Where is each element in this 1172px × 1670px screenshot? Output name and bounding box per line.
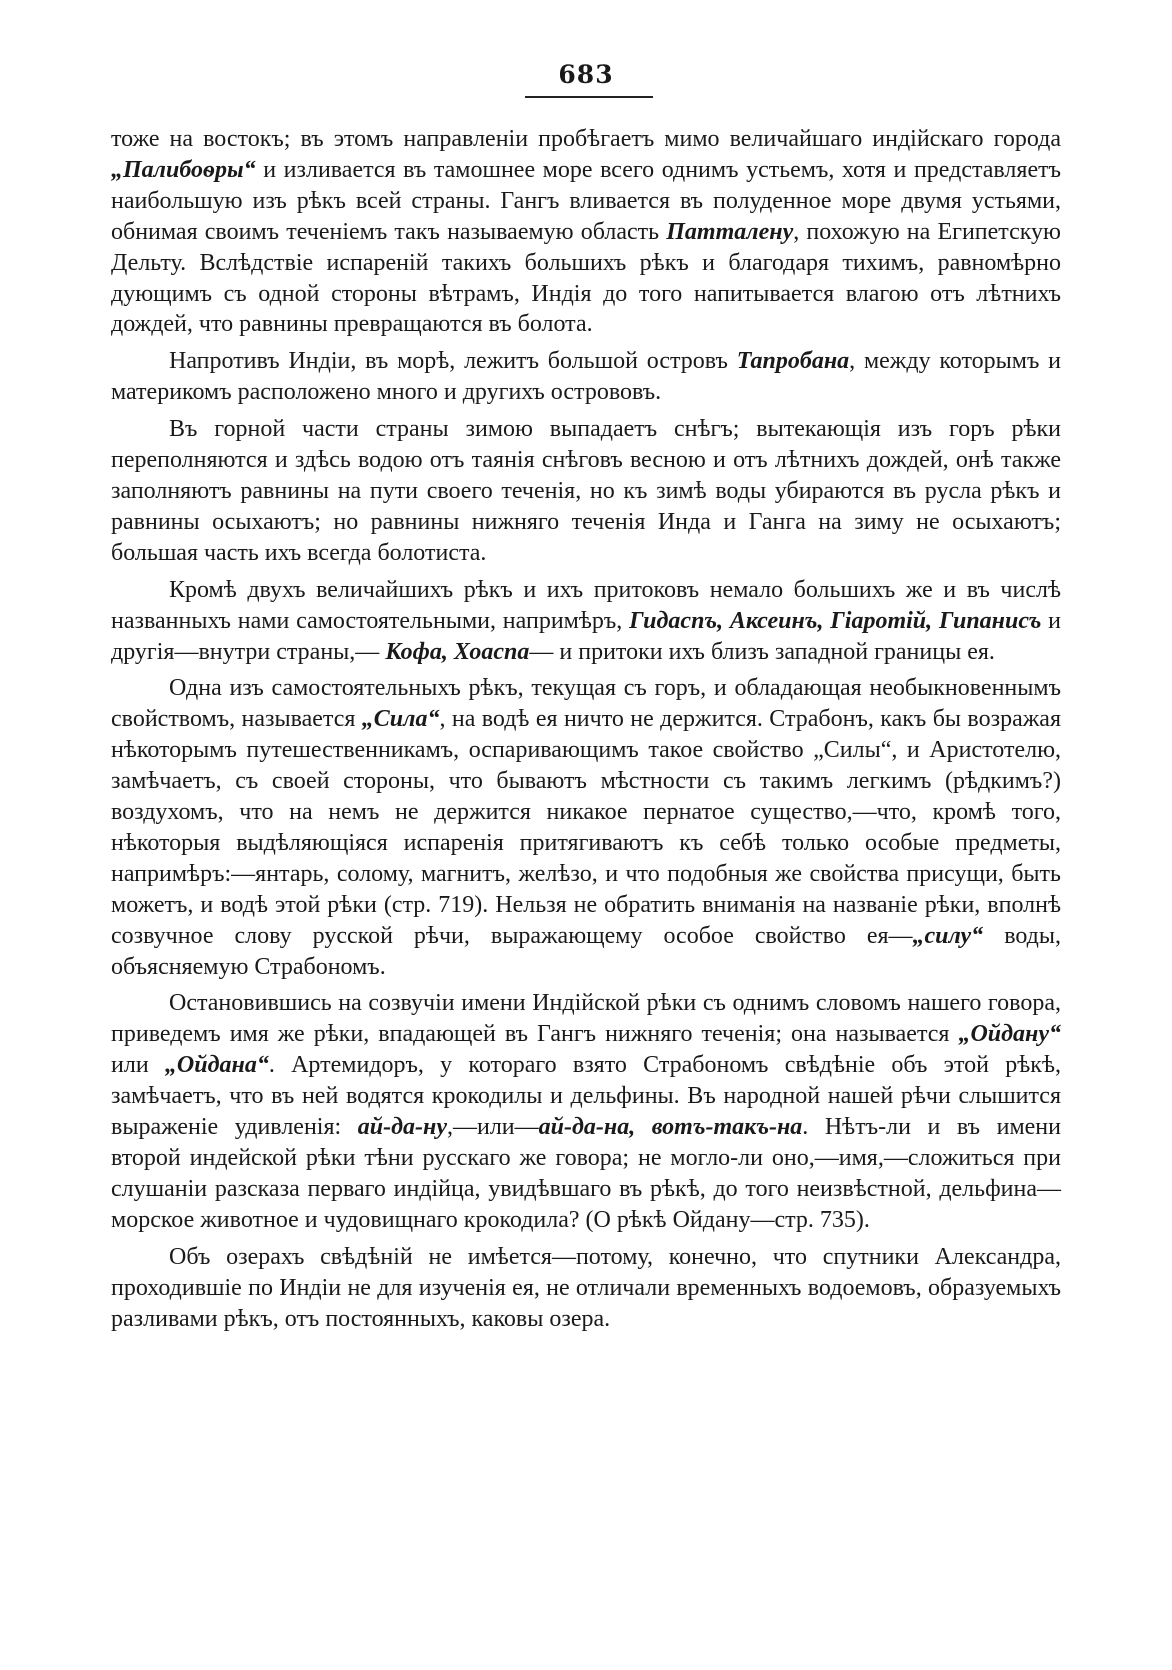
- paragraph: [111, 1242, 1061, 1335]
- quoted-term: „Палибоѳры“: [111, 156, 256, 183]
- paragraph: [111, 673, 1061, 982]
- text-run: Объ озерахъ свѣдѣній не имѣется—потому, конечно, что спутники Александра, проходившіе по Индіи не для изученія ея, не отличали временныхъ водоемовъ, образуемыхъ разливами рѣкъ, отъ постоянныхъ, каковы озера.: [111, 1243, 1061, 1332]
- text-run: тоже на востокъ; въ этомъ направленіи пробѣгаетъ мимо величайшаго индійскаго города: [111, 126, 1061, 152]
- text-run: Напротивъ Индіи, въ морѣ, лежитъ большой островъ: [169, 348, 737, 375]
- page-body: [111, 124, 1061, 1334]
- paragraph: [111, 346, 1061, 408]
- text-run: . Артемидоръ, у котораго взято Страбономъ свѣдѣніе объ этой рѣкѣ, замѣчаетъ, что въ ней водятся крокодилы и дельфины. Въ народной нашей рѣчи слышится выраженіе удивленія:: [111, 1052, 1061, 1141]
- header-rule: [525, 96, 653, 98]
- text-run: , на водѣ ея ничто не держится. Страбонъ, какъ бы возражая нѣкоторымъ путешественникамъ, оспаривающимъ такое свойство „Силы“, и Аристотелю, замѣчаетъ, съ своей стороны, что бываютъ мѣстности съ такимъ легкимъ (рѣдкимъ?) воздухомъ, что на немъ не держится никакое пернатое существо,—что, кромѣ того, нѣкоторыя выдѣляющіяся испаренія притягиваютъ къ себѣ только особые предметы, напримѣръ:—янтарь, солому, магнитъ, желѣзо, и что подобныя же свойства присущи, быть можетъ, и водѣ этой рѣки (стр. 719). Нельзя не обратить вниманія на названіе рѣки, вполнѣ созвучное слову русской рѣчи, выражающему особое свойство ея—: [111, 706, 1061, 949]
- emphasized-term: Тапробана: [736, 348, 850, 375]
- paragraph: [111, 575, 1061, 668]
- quoted-term: „Ойдану“: [958, 1021, 1061, 1048]
- emphasized-term: ай-да-на, вотъ-такъ-на: [538, 1114, 803, 1141]
- text-run: Остановившись на созвучіи имени Индійской рѣки съ однимъ словомъ нашего говора, приведемъ имя же рѣки, впадающей въ Гангъ нижняго теченія; она называется: [111, 990, 1061, 1048]
- text-run: и изливается въ тамошнее море всего однимъ устьемъ, хотя и представляетъ наибольшую изъ рѣкъ всей страны. Гангъ вливается въ полуденное море двумя устьями, обнимая своимъ теченіемъ такъ называемую область: [111, 156, 1061, 245]
- emphasized-term: Гидаспъ, Аксеинъ, Гіаротій, Гипанисъ: [629, 607, 1042, 634]
- text-run: — и притоки ихъ близъ западной границы ея.: [529, 638, 995, 665]
- text-run: и другія—внутри страны,—: [111, 607, 1062, 665]
- text-run: , похожую на Египетскую Дельту. Вслѣдствіе испареній такихъ большихъ рѣкъ и благодаря тихимъ, равномѣрно дующимъ съ одной стороны вѣтрамъ, Индія до того напитывается влагою отъ лѣтнихъ дождей, что равнины превращаются въ болота.: [111, 218, 1061, 338]
- paragraph: [111, 988, 1061, 1235]
- text-run: или: [111, 1052, 165, 1079]
- quoted-term: „силу“: [912, 922, 984, 949]
- paragraph: [111, 414, 1061, 569]
- quoted-term: „Сила“: [361, 706, 440, 733]
- text-run: Одна изъ самостоятельныхъ рѣкъ, текущая съ горъ, и обладающая необыкновеннымъ свойствомъ, называется: [111, 675, 1061, 733]
- emphasized-term: Патталену: [666, 218, 794, 245]
- text-run: , между которымъ и материкомъ расположено много и другихъ острововъ.: [111, 348, 1062, 406]
- page-number: 683: [558, 60, 614, 89]
- text-run: ,—или—: [446, 1114, 539, 1141]
- text-run: Въ горной части страны зимою выпадаетъ снѣгъ; вытекающія изъ горъ рѣки переполняются и здѣсь водою отъ таянія снѣговъ весною и отъ лѣтнихъ дождей, онѣ также заполняютъ равнины на пути своего теченія, но къ зимѣ воды убираются въ русла рѣкъ и равнины осыхаютъ; но равнины нижняго теченія Инда и Ганга на зиму не осыхаютъ; большая часть ихъ всегда болотиста.: [111, 416, 1061, 566]
- quoted-term: „Ойдана“: [164, 1052, 269, 1079]
- text-run: . Нѣтъ-ли и въ имени второй индейской рѣки тѣни русскаго же говора; не могло-ли оно,—имя,—сложиться при слушаніи разсказа перваго индійца, увидѣвшаго въ рѣкѣ, до того неизвѣстной, дельфина—морское животное и чудовищнаго крокодила? (О рѣкѣ Ойдану—стр. 735).: [111, 1114, 1061, 1233]
- emphasized-term: ай-да-ну: [357, 1114, 447, 1141]
- text-run: Кромѣ двухъ величайшихъ рѣкъ и ихъ притоковъ немало большихъ же и въ числѣ названныхъ нами самостоятельными, напримѣръ,: [111, 576, 1061, 634]
- paragraph: [111, 124, 1061, 340]
- text-run: воды, объясняемую Страбономъ.: [111, 922, 1061, 980]
- emphasized-term: Кофа, Хоаспа: [385, 638, 530, 665]
